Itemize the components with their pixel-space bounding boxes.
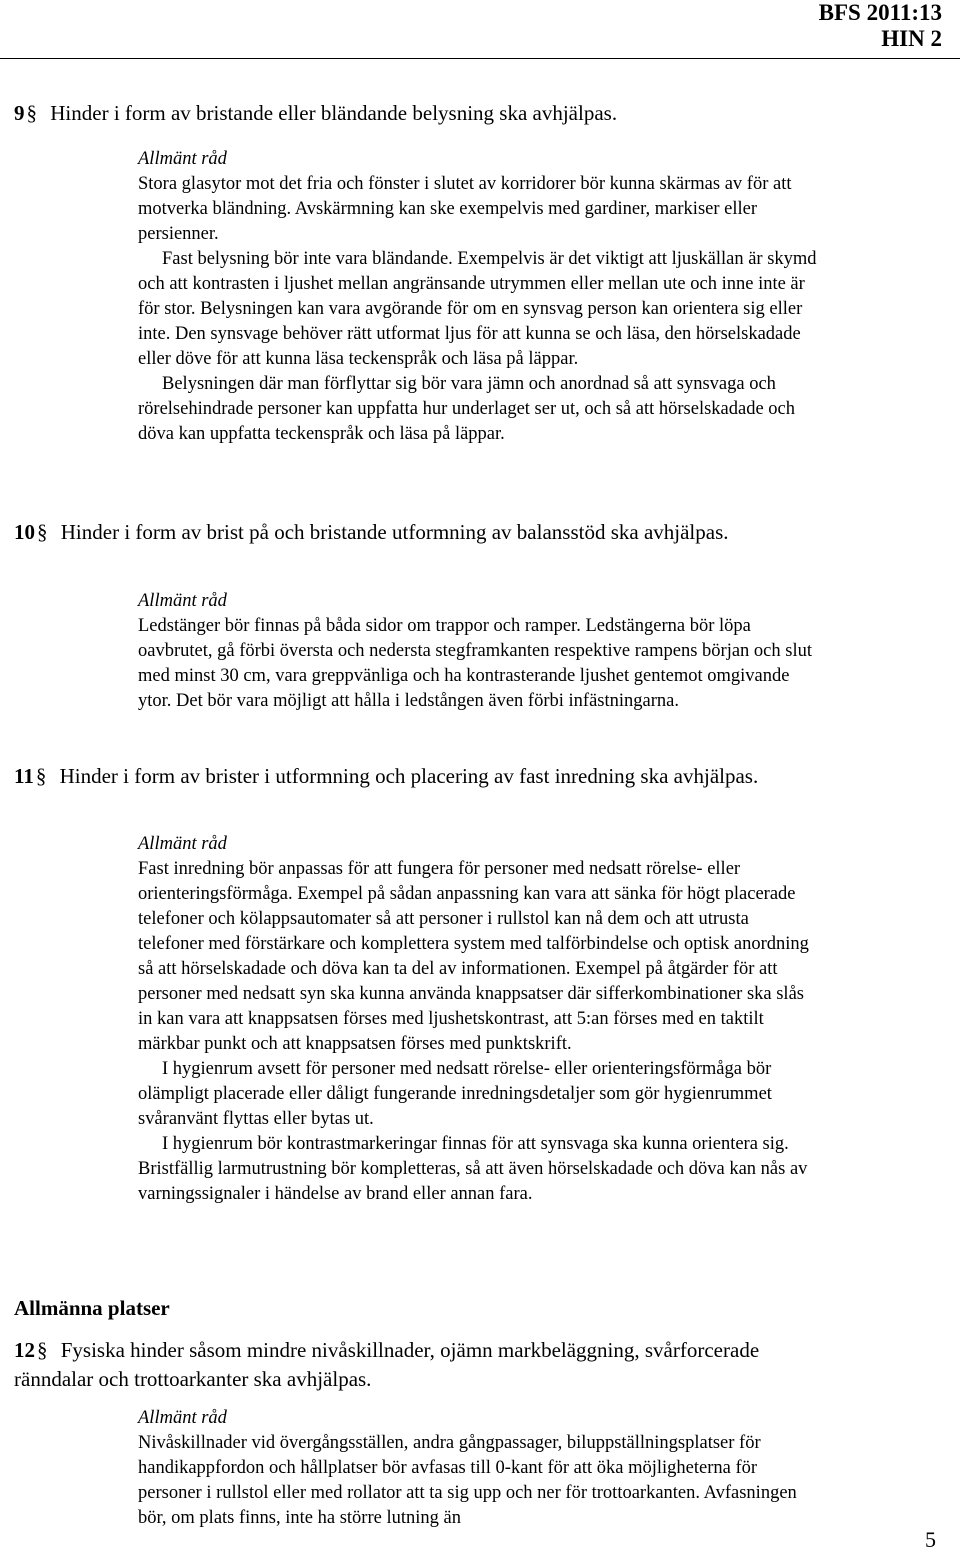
advice-paragraph: Nivåskillnader vid övergångsställen, andra gångpassager, biluppställningsplatser för handikappfordon och hållplatser bör avfasas till 0-kant för att öka möjligheterna för personer i rullstol eller med rollator att ta sig upp och ner för trottoarkanten. Avfasningen bör, om plats finns, inte ha större lutning än <box>138 1433 797 1528</box>
section-10-advice <box>138 589 818 714</box>
section-title-text: Hinder i form av bristande eller bländande belysning ska avhjälpas. <box>50 101 618 125</box>
advice-label: Allmänt råd <box>138 834 227 854</box>
advice-label: Allmänt råd <box>138 149 227 169</box>
section-10-title <box>14 518 814 547</box>
section-heading: Allmänna platser <box>14 1296 170 1320</box>
advice-paragraph: Fast belysning bör inte vara bländande. Exempelvis är det viktigt att ljuskällan är skymd och att kontrasten i ljushet mellan angränsande utrymmen eller mellan ute och inne inte är för stor. Belysningen kan vara avgörande för om en synsvag person kan orientera sig eller inte. Den synsvage behöver rätt utformat ljus för att kunna se och läsa, den hörselskadade eller döve för att kunna läsa teckenspråk och läsa på läppar. <box>138 249 817 369</box>
section-number: 10 <box>14 520 35 544</box>
section-12-title <box>14 1336 814 1394</box>
advice-paragraph: I hygienrum avsett för personer med nedsatt rörelse- eller orienteringsförmåga bör olämpligt placerade eller dåligt fungerande inredningsdetaljer som gör hygienrummet svåranvänt flyttas eller bytas ut. <box>138 1059 772 1129</box>
section-title-text: Fysiska hinder såsom mindre nivåskillnader, ojämn markbeläggning, svårforcerade ränndalar och trottoarkanter ska avhjälpas. <box>14 1338 760 1391</box>
paragraph-sign: § <box>35 764 47 788</box>
section-title-text: Hinder i form av brist på och bristande utformning av balansstöd ska avhjälpas. <box>60 520 729 544</box>
advice-paragraph: Stora glasytor mot det fria och fönster i slutet av korridorer bör kunna skärmas av för att motverka bländning. Avskärmning kan ske exempelvis med gardiner, markiser eller persienner. <box>138 174 792 244</box>
header-rule <box>0 58 960 59</box>
section-9-advice <box>138 147 818 447</box>
advice-label: Allmänt råd <box>138 1408 227 1428</box>
advice-paragraph: Fast inredning bör anpassas för att fungera för personer med nedsatt rörelse- eller orienteringsförmåga. Exempel på sådan anpassning kan vara att sänka för högt placerade telefoner och kölappsautomater så att personer i rullstol kan nå dem och att utrusta telefoner med förstärkare och komplettera system med talförbindelse och optisk anordning så att hörselskadade och döva kan ta del av informationen. Exempel på åtgärder för att personer med nedsatt syn ska kunna använda knappsatser där sifferkombinationer ska slås in kan vara att knappsatsen förses med ljushetskontrast, att 5:an förses med en taktilt märkbar punkt och att knappsatsen förses med punktskrift. <box>138 859 809 1054</box>
section-12-advice <box>138 1406 818 1531</box>
doc-id: BFS 2011:13 <box>818 0 942 25</box>
page-number: 5 <box>925 1527 936 1552</box>
paragraph-sign: § <box>37 1338 48 1362</box>
paragraph-sign: § <box>37 520 48 544</box>
section-11-title <box>14 762 814 791</box>
section-title-text: Hinder i form av brister i utformning och placering av fast inredning ska avhjälpas. <box>59 764 759 788</box>
doc-part: HIN 2 <box>881 26 942 51</box>
advice-paragraph: Belysningen där man förflyttar sig bör vara jämn och anordnad så att synsvaga och rörelsehindrade personer kan uppfatta hur underlaget ser ut, och så att hörselskadade och döva kan uppfatta teckenspråk och läsa på läppar. <box>138 374 796 444</box>
section-number: 12 <box>14 1338 35 1362</box>
section-number: 11 <box>14 764 34 788</box>
section-9-title <box>14 99 814 128</box>
advice-paragraph: Ledstänger bör finnas på båda sidor om trappor och ramper. Ledstängerna bör löpa oavbrutet, gå förbi översta och nedersta stegframkanten respektive rampens början och slut med minst 30 cm, vara greppvänliga och ha kontrasterande ljushet gentemot omgivande ytor. Det bör vara möjligt att hålla i ledstången även förbi infästningarna. <box>138 616 812 711</box>
advice-paragraph: I hygienrum bör kontrastmarkeringar finnas för att synsvaga ska kunna orientera sig. Bristfällig larmutrustning bör kompletteras, så att även hörselskadade och döva kan nås av varningssignaler i händelse av brand eller annan fara. <box>138 1134 808 1204</box>
section-11-advice <box>138 832 818 1207</box>
section-number: 9 <box>14 101 25 125</box>
advice-label: Allmänt råd <box>138 591 227 611</box>
paragraph-sign: § <box>26 101 37 125</box>
